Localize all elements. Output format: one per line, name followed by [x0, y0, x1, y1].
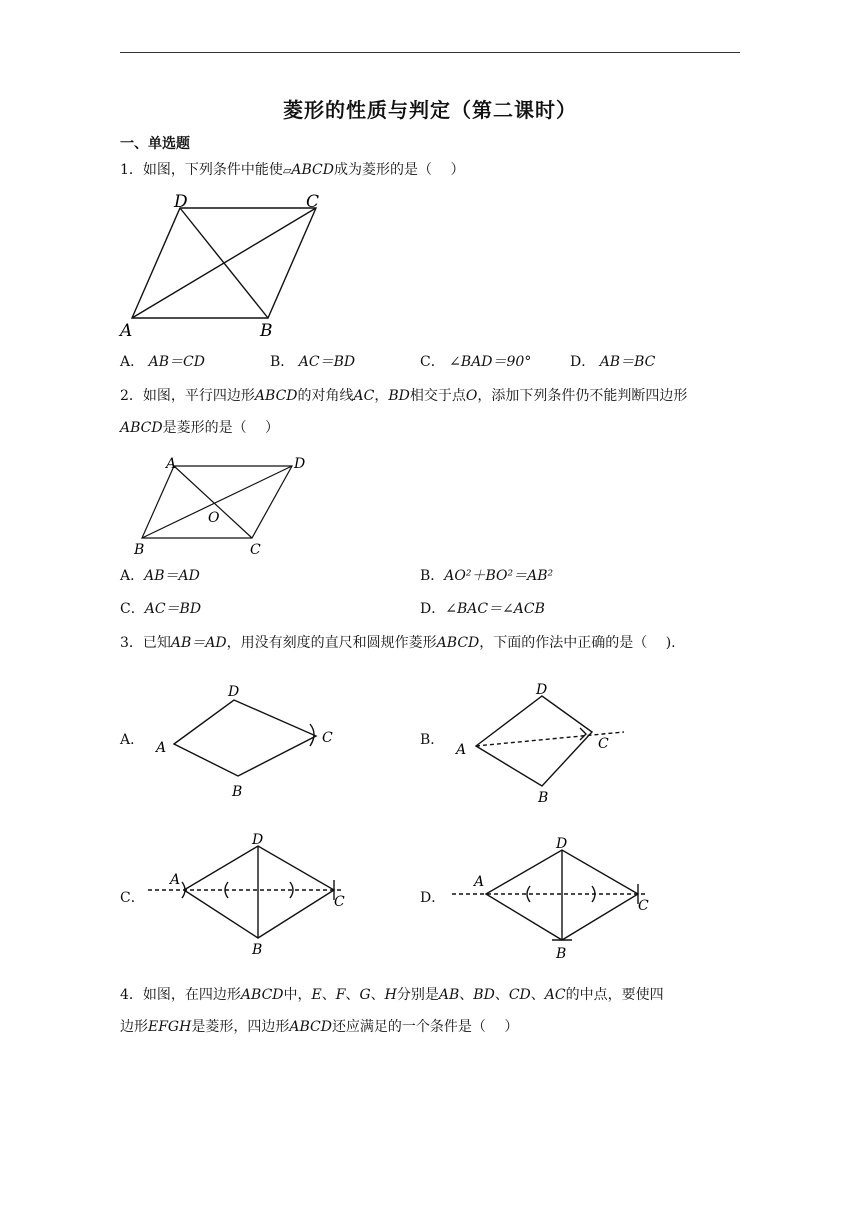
rhombus-abcd — [184, 846, 334, 938]
compass-arc-c — [580, 728, 586, 740]
q3a-label-b: B — [232, 784, 243, 800]
q2-option-d[interactable]: D．∠BAC＝∠ACB — [420, 601, 545, 617]
q3c-label-d: D — [252, 832, 264, 848]
q1-option-c[interactable]: C． ∠BAD＝90° — [420, 354, 532, 370]
q3d-label-c: C — [638, 898, 649, 914]
q3c-label-b: B — [252, 942, 263, 958]
q3-option-a[interactable]: A． — [120, 732, 145, 748]
question-1-stem: 1．如图，下列条件中能使▱ABCD成为菱形的是（ ） — [120, 162, 465, 178]
header-rule — [120, 52, 740, 53]
q2-label-o: O — [208, 510, 220, 526]
q3b-label-a: A — [456, 742, 467, 758]
q3a-label-d: D — [228, 684, 240, 700]
q3-option-d[interactable]: D． — [420, 890, 446, 906]
diagonal-ac — [174, 466, 252, 538]
q3d-label-d: D — [556, 836, 568, 852]
q1-option-b[interactable]: B． AC＝BD — [270, 354, 356, 370]
q3b-label-b: B — [538, 790, 549, 806]
q3b-label-d: D — [536, 682, 548, 698]
q2-label-c: C — [250, 542, 261, 558]
question-4-stem-line-1: 4．如图，在四边形ABCD中，E、F、G、H分别是AB、BD、CD、AC的中点，要使四 — [120, 987, 664, 1003]
q2-option-c[interactable]: C．AC＝BD — [120, 601, 202, 617]
question-1-figure — [120, 190, 340, 340]
q2-label-d: D — [294, 456, 306, 472]
question-4-stem-line-2: 边形EFGH是菱形，四边形ABCD还应满足的一个条件是（ ） — [120, 1019, 519, 1035]
q3-option-c[interactable]: C． — [120, 890, 145, 906]
section-heading: 一、单选题 — [120, 136, 190, 152]
page-title: 菱形的性质与判定（第二课时） — [283, 98, 577, 122]
question-2-stem-line-1: 2．如图，平行四边形ABCD的对角线AC，BD相交于点O，添加下列条件仍不能判断四边形 — [120, 388, 688, 404]
question-2-figure — [130, 452, 320, 562]
q3b-label-c: C — [598, 736, 609, 752]
q1-label-d: D — [174, 192, 188, 212]
rhombus-abcd — [174, 700, 316, 776]
question-2-stem-line-2: ABCD是菱形的是（ ） — [120, 420, 280, 436]
q2-label-a: A — [166, 456, 177, 472]
q3-figure-d — [452, 828, 662, 964]
diagonal-bd — [180, 208, 268, 318]
q3-option-b[interactable]: B． — [420, 732, 445, 748]
q3a-label-c: C — [322, 730, 333, 746]
question-3-stem: 3．已知AB＝AD，用没有刻度的直尺和圆规作菱形ABCD，下面的作法中正确的是（ ). — [120, 635, 676, 651]
q3-figure-a — [150, 680, 350, 800]
diagonal-bd — [142, 466, 292, 538]
q3c-label-a: A — [170, 872, 181, 888]
q1-option-a[interactable]: A． AB＝CD — [120, 354, 205, 370]
q1-label-a: A — [120, 321, 133, 341]
q1-option-d[interactable]: D． AB＝BC — [570, 354, 656, 370]
q3a-label-a: A — [156, 740, 167, 756]
q3c-label-c: C — [334, 894, 345, 910]
q2-option-b[interactable]: B．AO²＋BO²＝AB² — [420, 568, 554, 584]
q2-label-b: B — [134, 542, 145, 558]
q1-label-b: B — [260, 321, 273, 341]
q3d-label-b: B — [556, 946, 567, 962]
q3-figure-b — [450, 680, 640, 805]
q3-figure-c — [148, 826, 358, 962]
q1-label-c: C — [306, 192, 320, 212]
q3d-label-a: A — [474, 874, 485, 890]
q2-option-a[interactable]: A．AB＝AD — [120, 568, 200, 584]
